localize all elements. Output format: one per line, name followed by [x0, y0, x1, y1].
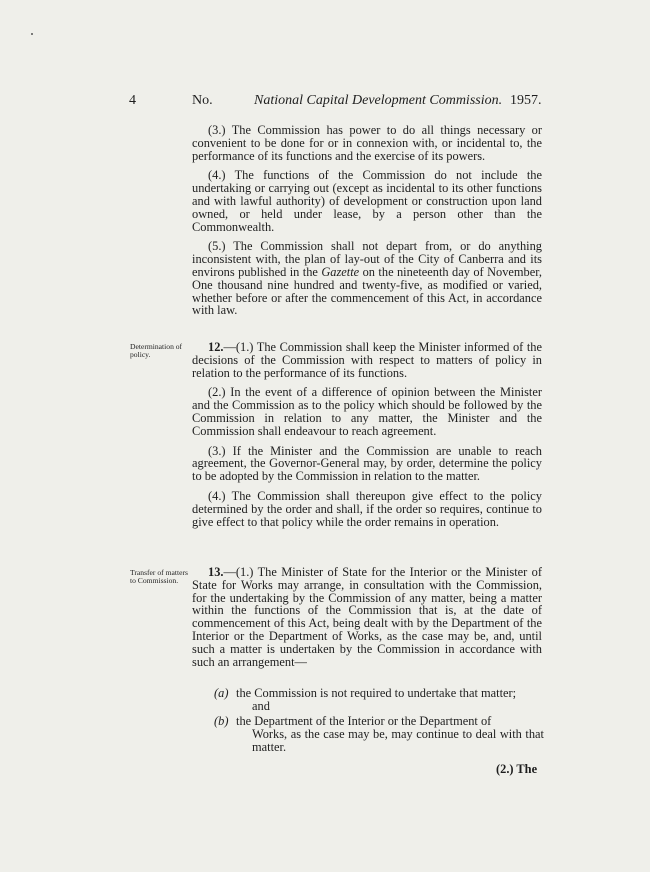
paragraph-11-5: (5.) The Commission shall not depart from, or do anything inconsistent with, the plan of lay-out of the City of Canberra and its environs published in the Gazette on the nineteenth day of November, One thousand nine hundred and twenty-five, as modified or varied, whether before or after the commencement of this Act, in accordance with law.	[192, 239, 542, 318]
margin-note-determination: Determination of policy.	[130, 342, 183, 360]
act-title: National Capital Development Commission.	[254, 93, 503, 108]
item-13-a: (a) the Commission is not required to undertake that matter; and	[214, 686, 517, 713]
catchword: (2.) The	[496, 762, 538, 776]
paragraph-12-3: (3.) If the Minister and the Commission are unable to reach agreement, the Governor-General may, by order, determine the policy to be adopted by the Commission in relation to the matter.	[192, 443, 542, 484]
section-13	[192, 566, 542, 668]
page-speck	[31, 33, 33, 35]
section-number: 13.	[208, 565, 224, 579]
paragraph-11-3: (3.) The Commission has power to do all things necessary or convenient to be done for or in connexion with, or incidental to, the performance of its functions and the exercise of its powers.	[192, 123, 542, 163]
section-11-subsections	[192, 124, 542, 317]
act-number-label: No.	[192, 93, 213, 108]
item-label: (a)	[214, 686, 229, 700]
item-13-b: (b) the Department of the Interior or the Department of Works, as the case may be, may continue to deal with that matter.	[214, 714, 544, 754]
item-label: (b)	[214, 714, 229, 728]
section-12	[192, 341, 542, 528]
paragraph-12-4: (4.) The Commission shall thereupon give effect to the policy determined by the order and shall, if the order so requires, continue to give effect to that policy while the order remains in operation.	[192, 488, 542, 529]
paragraph-11-4: (4.) The functions of the Commission do not include the undertaking or carrying out (except as incidental to its other functions and with lawful authority) of development or construction upon land owned, or held under lease, by a person other than the Commonwealth.	[192, 168, 542, 234]
page-number: 4	[129, 93, 136, 108]
paragraph-13-1: 13.—(1.) The Minister of State for the Interior or the Minister of State for Works may arrange, in consultation with the Commission, for the undertaking by the Commission of any matter, being a matter within the functions of the Commission that is, at the date of commencement of this Act, being dealt with by the Department of the Interior or the Department of Works, as the case may be, and, until such a matter is undertaken by the Commission in accordance with such an arrangement—	[192, 565, 542, 669]
gazette-italic: Gazette	[321, 264, 360, 279]
paragraph-12-2: (2.) In the event of a difference of opinion between the Minister and the Commission as to the policy which should be followed by the Commission in relation to any matter, the Minister and the Commission shall endeavour to reach agreement.	[192, 385, 542, 438]
act-year: 1957.	[510, 93, 542, 108]
margin-note-transfer: Transfer of matters to Commission.	[130, 568, 188, 586]
paragraph-12-1: 12.—(1.) The Commission shall keep the Minister informed of the decisions of the Commission with respect to matters of policy in relation to the performance of its functions.	[192, 340, 542, 380]
section-number: 12.	[208, 340, 224, 354]
running-header	[0, 93, 650, 113]
